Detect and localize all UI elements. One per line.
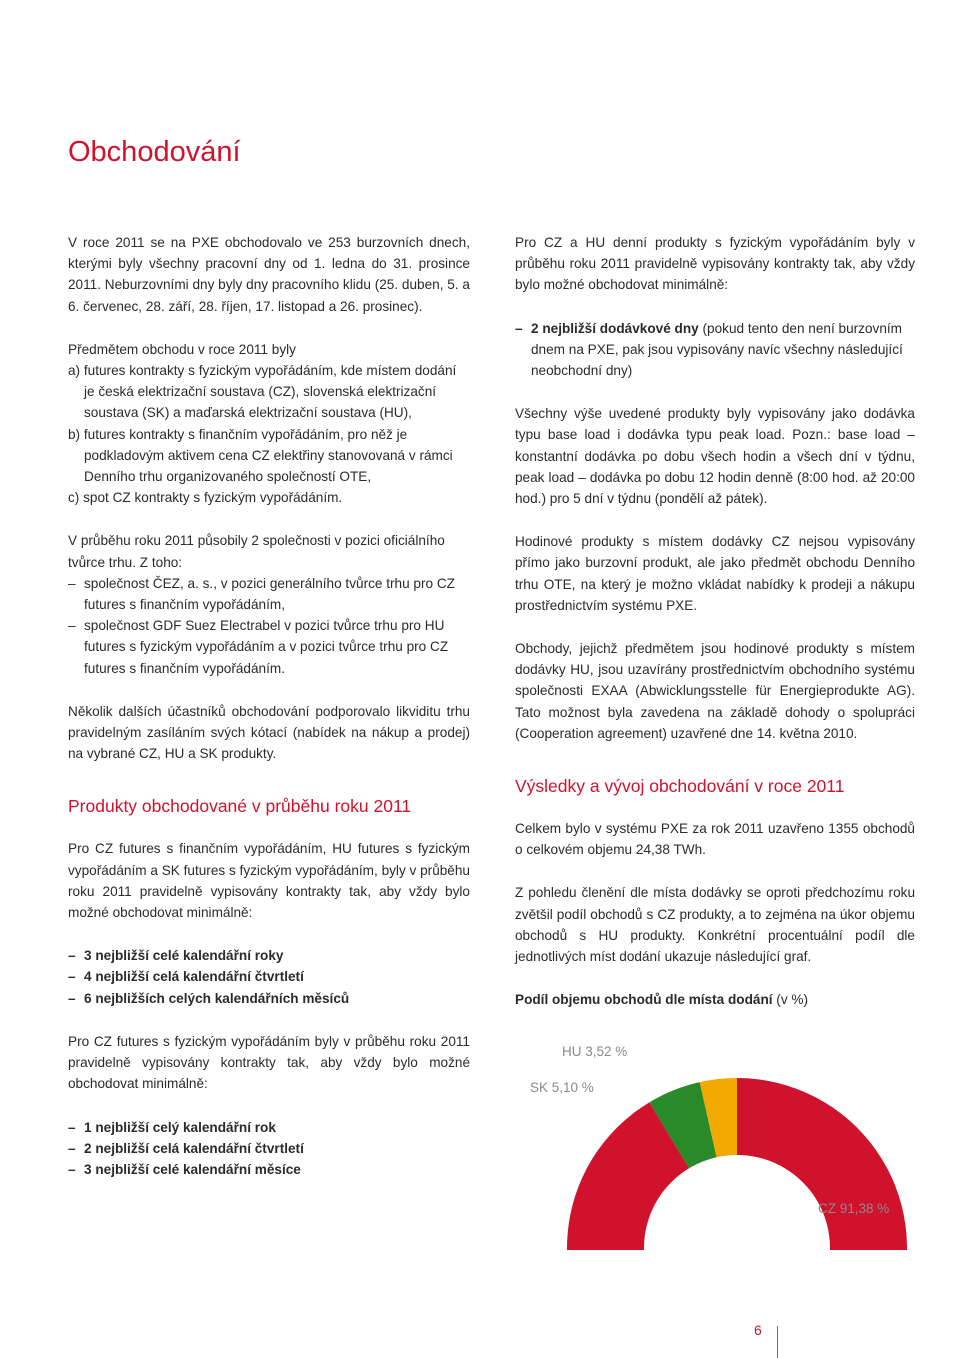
hourly-hu-paragraph: Obchody, jejichž předmětem jsou hodinové produkty s místem dodávky HU, jsou uzavírány prostřednictvím obchodního systému společnosti EXAA (Abwicklungsstelle für Energieprodukte AG). Tato možnost byla zavedena na základě dohody o spolupráci (Cooperation agreement) uzavřené dne 14. května 2010. [515,641,915,741]
base-peak-paragraph: Všechny výše uvedené produkty byly vypisovány jako dodávka typu base load i dodávka typu peak load. Pozn.: base load – konstantní dodávka po dobu všech hodin a všech dní v týdnu, peak load – dodávka po dobu 12 hodin denně (8:00 hod. až 20:00 hod.) pro 5 dní v týdnu (pondělí až pátek). [515,406,915,507]
cz-physical-item: – 3 nejbližší celé kalendářní měsíce [68,1161,301,1177]
results-total-paragraph: Celkem bylo v systému PXE za rok 2011 uzavřeno 1355 obchodů o celkovém objemu 24,38 TWh. [515,821,915,858]
chart-label-hu: HU 3,52 % [562,1044,628,1059]
intro-paragraph: V roce 2011 se na PXE obchodovalo ve 253 burzovních dnech, kterými byly všechny pracovní dny od 1. ledna do 31. prosince 2011. Neburzovními dny byly dny pracovního klidu (25. duben, 5. a 6. červenec, 28. září, 28. říjen, 17. listopad a 26. prosinec). [68,235,470,314]
cz-physical-item: – 2 nejbližší celá kalendářní čtvrtletí [68,1140,304,1156]
product-item: – 3 nejbližší celé kalendářní roky [68,948,284,964]
chart-label-cz: CZ 91,38 % [818,1201,890,1216]
market-maker-item: – společnost ČEZ, a. s., v pozici generálního tvůrce trhu pro CZ futures s finančním vypořádáním, [68,575,455,613]
products-list [68,945,470,1009]
subject-item-b-first: b) futures kontrakty s finančním vypořádáním, pro něž je [68,426,408,442]
results-section-title: Výsledky a vývoj obchodování v roce 2011 [515,776,845,797]
subject-item-a-first: a) futures kontrakty s fyzickým vypořádáním, kde místem dodání [68,363,457,379]
cz-physical-list [68,1117,470,1181]
results-share-paragraph: Z pohledu členění dle místa dodávky se oproti předchozímu roku zvětšil podíl obchodů s CZ produkty, a to zejména na úkor objemu obchodů s HU produkty. Konkrétní procentuální podíl dle jednotlivých míst dodání ukazuje následující graf. [515,885,915,965]
subject-heading: Předmětem obchodu v roce 2011 byly [68,341,296,357]
market-maker-item: – společnost GDF Suez Electrabel v pozici tvůrce trhu pro HU futures s fyzickým vypořádáním a v pozici tvůrce trhu pro CZ futures s finančním vypořádáním. [68,618,449,676]
market-makers-intro: V průběhu roku 2011 působily 2 společnosti v pozici oficiálního tvůrce trhu. Z toho: [68,533,445,570]
cz-physical-item: – 1 nejbližší celý kalendářní rok [68,1119,276,1135]
donut-slice-cz [567,1078,907,1250]
subject-item-b-rest: podkladovým aktivem cena CZ elektřiny stanovovaná v rámci Denního trhu organizovaného společností OTE, [84,447,453,485]
chart-label-sk: SK 5,10 % [530,1080,594,1095]
page-number-rule [777,1326,778,1358]
products-intro: Pro CZ futures s finančním vypořádáním, HU futures s fyzickým vypořádáním a SK futures s fyzickým vypořádáním, byly v průběhu roku 2011 pravidelně vypisovány kontrakty tak, aby vždy bylo možné obchodovat minimálně: [68,841,470,921]
subject-item-a-rest: je česká elektrizační soustava (CZ), slovenská elektrizační soustava (SK) a maďarská elektrizační soustava (HU), [84,384,437,421]
market-makers-list [68,573,470,679]
product-item: – 6 nejbližších celých kalendářních měsíců [68,990,350,1006]
hourly-cz-paragraph: Hodinové produkty s místem dodávky CZ nejsou vypisovány přímo jako burzovní produkt, ale jako předmět obchodu Denního trhu OTE, na který je možno vkládat nabídky k prodeji a nákupu prostřednictvím systému PXE. [515,534,915,613]
left-column [68,232,470,1180]
daily-products-item: – 2 nejbližší dodávkové dny (pokud tento den není burzovním dnem na PXE, pak jsou vypisovány navíc všechny následující neobchodní dny) [515,320,903,379]
liquidity-paragraph: Několik dalších účastníků obchodování podporovalo likviditu trhu pravidelným zasíláním svých kótací (nabídek na nákup a prodej) na vybrané CZ, HU a SK produkty. [68,703,470,762]
daily-products-intro: Pro CZ a HU denní produkty s fyzickým vypořádáním byly v průběhu roku 2011 pravidelně vypisovány kontrakty tak, aby vždy bylo možné obchodovat minimálně: [515,235,915,293]
page-title: Obchodování [68,136,241,168]
product-item: – 4 nejbližší celá kalendářní čtvrtletí [68,969,304,985]
donut-chart [515,1020,915,1250]
cz-physical-intro: Pro CZ futures s fyzickým vypořádáním byly v průběhu roku 2011 pravidelně vypisovány kontrakty tak, aby vždy bylo možné obchodovat minimálně: [68,1033,470,1092]
chart-title-unit: (v %) [772,992,809,1008]
subject-item-c: c) spot CZ kontrakty s fyzickým vypořádáním. [68,490,343,506]
daily-products-item-bold: 2 nejbližší dodávkové dny [531,320,699,336]
products-section-title: Produkty obchodované v průběhu roku 2011 [68,796,412,817]
daily-products-item-rest: (pokud tento den není burzovním dnem na PXE, pak jsou vypisovány navíc všechny následující neobchodní dny) [531,320,903,379]
chart-title [515,989,915,1010]
page-number: 6 [754,1322,762,1338]
right-column [515,232,915,1010]
chart-title-bold: Podíl objemu obchodů dle místa dodání [515,992,773,1008]
